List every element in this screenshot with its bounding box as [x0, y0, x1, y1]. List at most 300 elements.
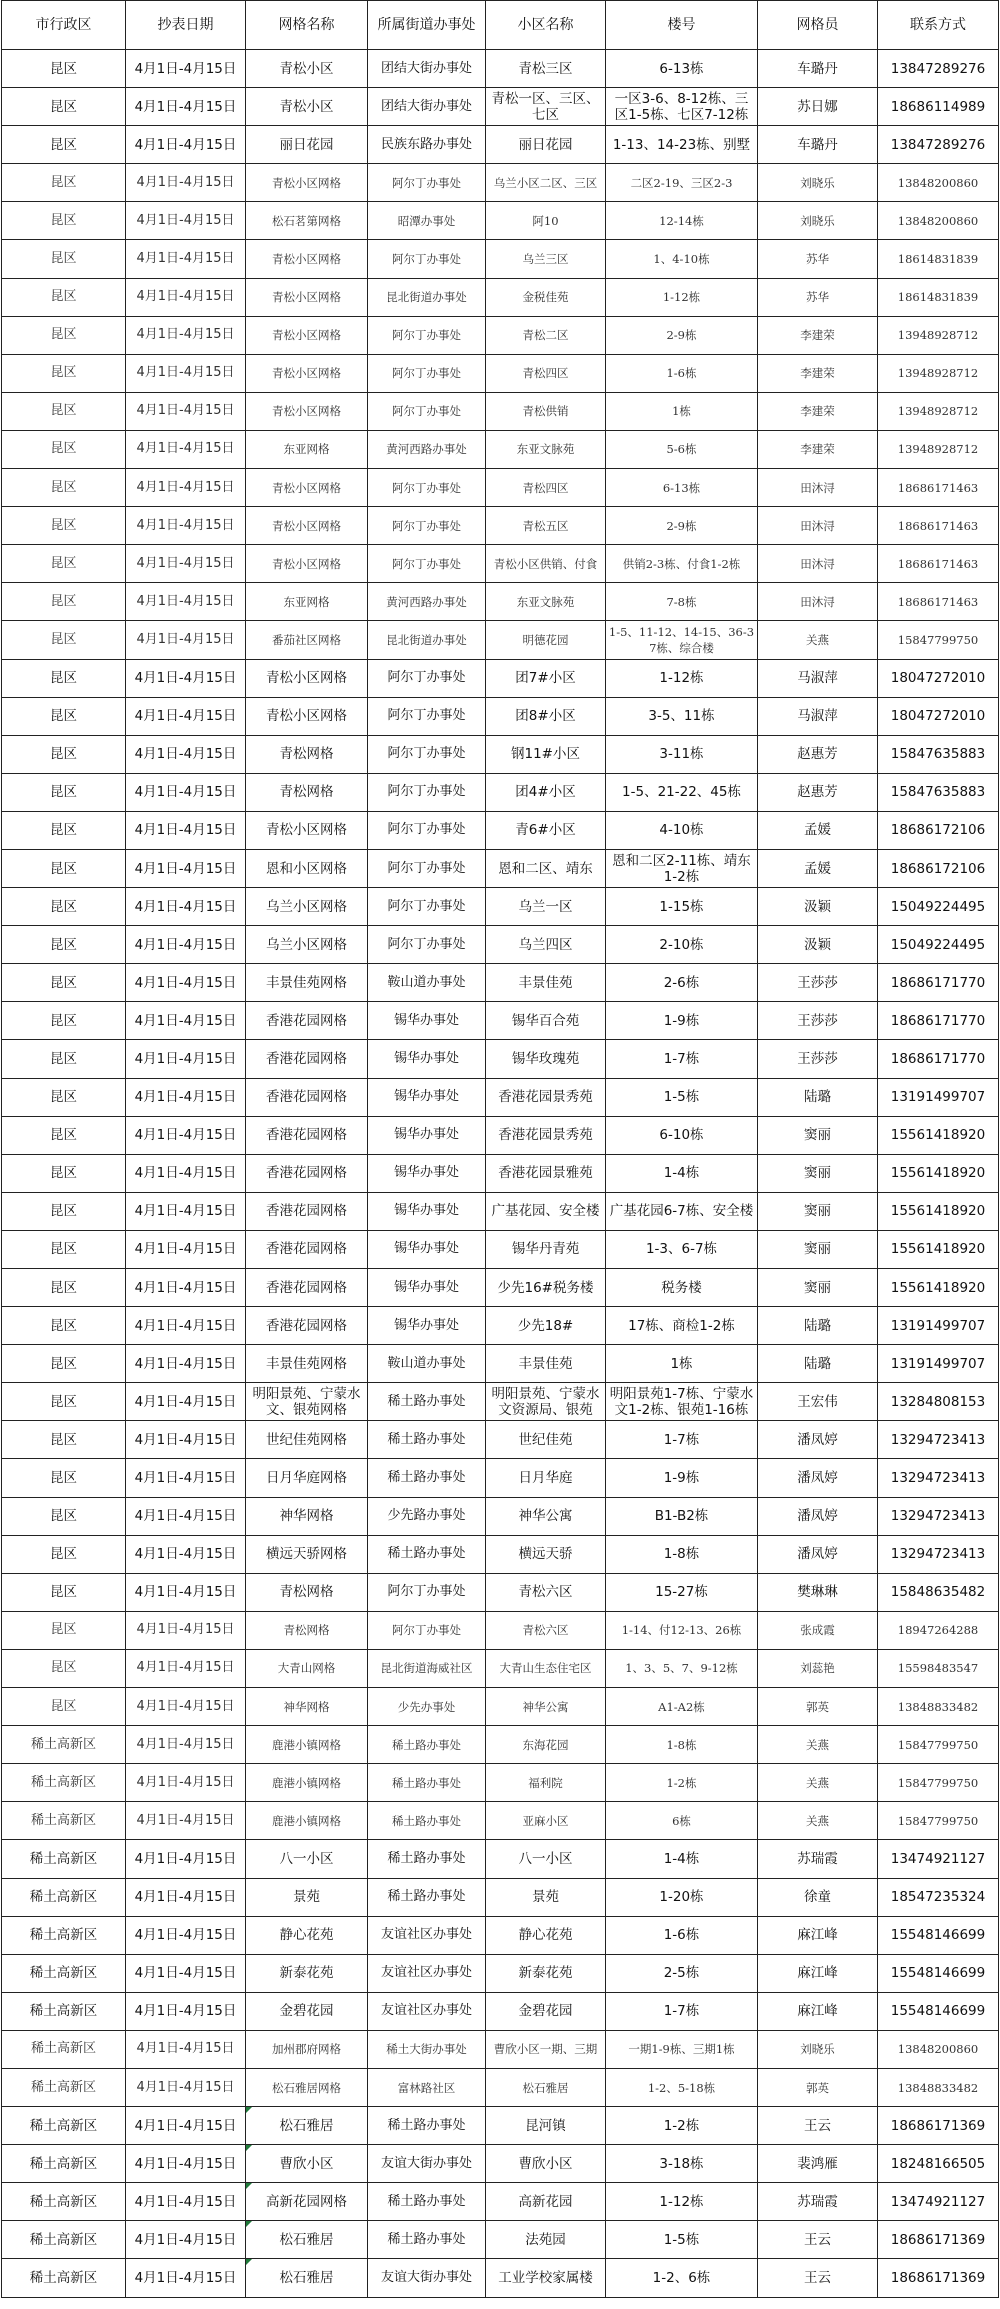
cell-community-name: 八一小区	[486, 1840, 606, 1878]
table-row	[2, 507, 999, 545]
cell-date: 4月1日-4月15日	[126, 926, 246, 964]
cell-building-number: 恩和二区2-11栋、靖东1-2栋	[606, 849, 758, 887]
cell-contact: 15049224495	[878, 888, 999, 926]
cell-grid-worker: 郭英	[758, 1688, 878, 1726]
cell-building-number: 税务楼	[606, 1269, 758, 1307]
table-row	[2, 1954, 999, 1992]
cell-district: 昆区	[2, 1535, 126, 1573]
cell-subdistrict-office: 稀土路办事处	[368, 1840, 486, 1878]
table-row	[2, 1230, 999, 1268]
cell-subdistrict-office: 民族东路办事处	[368, 126, 486, 164]
cell-community-name: 锡华玫瑰苑	[486, 1040, 606, 1078]
cell-date: 4月1日-4月15日	[126, 1192, 246, 1230]
table-row	[2, 1840, 999, 1878]
cell-grid-worker: 马淑萍	[758, 697, 878, 735]
cell-grid-name: 青松小区网格	[246, 354, 368, 392]
cell-subdistrict-office: 友谊社区办事处	[368, 1954, 486, 1992]
cell-grid-name: 香港花园网格	[246, 1192, 368, 1230]
cell-contact: 18614831839	[878, 278, 999, 316]
table-row	[2, 2068, 999, 2106]
table-row	[2, 2145, 999, 2183]
table-row	[2, 2030, 999, 2068]
cell-subdistrict-office: 稀土路办事处	[368, 1802, 486, 1840]
cell-subdistrict-office: 阿尔丁办事处	[368, 507, 486, 545]
cell-contact: 13948928712	[878, 392, 999, 430]
cell-contact: 18947264288	[878, 1611, 999, 1649]
cell-contact: 13191499707	[878, 1078, 999, 1116]
cell-grid-name: 东亚网格	[246, 583, 368, 621]
cell-subdistrict-office: 友谊社区办事处	[368, 1916, 486, 1954]
cell-community-name: 乌兰一区	[486, 888, 606, 926]
cell-district: 稀土高新区	[2, 2030, 126, 2068]
cell-grid-worker: 潘凤婷	[758, 1459, 878, 1497]
cell-community-name: 青松六区	[486, 1611, 606, 1649]
cell-community-name: 丽日花园	[486, 126, 606, 164]
cell-building-number: 6-13栋	[606, 469, 758, 507]
cell-subdistrict-office: 友谊大街办事处	[368, 2145, 486, 2183]
cell-contact: 18686171770	[878, 964, 999, 1002]
cell-grid-worker: 田沐浔	[758, 583, 878, 621]
cell-subdistrict-office: 阿尔丁办事处	[368, 164, 486, 202]
cell-community-name: 青松四区	[486, 469, 606, 507]
cell-district: 昆区	[2, 50, 126, 88]
cell-community-name: 亚麻小区	[486, 1802, 606, 1840]
cell-building-number: 3-5、11栋	[606, 697, 758, 735]
cell-contact: 15548146699	[878, 1954, 999, 1992]
cell-district: 昆区	[2, 1269, 126, 1307]
cell-building-number: 明阳景苑1-7栋、宁蒙水文1-2栋、银苑1-16栋	[606, 1383, 758, 1421]
cell-community-name: 阿10	[486, 202, 606, 240]
cell-grid-name: 香港花园网格	[246, 1040, 368, 1078]
cell-building-number: 1-7栋	[606, 1421, 758, 1459]
cell-grid-name: 丽日花园	[246, 126, 368, 164]
cell-community-name: 香港花园景雅苑	[486, 1154, 606, 1192]
cell-subdistrict-office: 阿尔丁办事处	[368, 469, 486, 507]
cell-grid-worker: 李建荣	[758, 430, 878, 468]
cell-community-name: 曹欣小区一期、三期	[486, 2030, 606, 2068]
cell-district: 昆区	[2, 316, 126, 354]
cell-district: 昆区	[2, 1154, 126, 1192]
cell-grid-name: 青松小区网格	[246, 659, 368, 697]
cell-subdistrict-office: 昆北街道海威社区	[368, 1649, 486, 1687]
cell-building-number: 1-8栋	[606, 1726, 758, 1764]
table-row	[2, 1916, 999, 1954]
cell-building-number: 6栋	[606, 1802, 758, 1840]
cell-grid-worker: 潘凤婷	[758, 1535, 878, 1573]
cell-date: 4月1日-4月15日	[126, 126, 246, 164]
cell-subdistrict-office: 鞍山道办事处	[368, 1345, 486, 1383]
cell-contact: 15049224495	[878, 926, 999, 964]
cell-building-number: 1-5栋	[606, 1078, 758, 1116]
cell-date: 4月1日-4月15日	[126, 1459, 246, 1497]
cell-district: 昆区	[2, 1307, 126, 1345]
table-row	[2, 1611, 999, 1649]
cell-contact: 13948928712	[878, 316, 999, 354]
cell-community-name: 香港花园景秀苑	[486, 1116, 606, 1154]
cell-subdistrict-office: 阿尔丁办事处	[368, 1611, 486, 1649]
cell-community-name: 青松一区、三区、七区	[486, 88, 606, 126]
table-row	[2, 88, 999, 126]
cell-subdistrict-office: 鞍山道办事处	[368, 964, 486, 1002]
cell-grid-worker: 樊琳琳	[758, 1573, 878, 1611]
cell-grid-worker: 李建荣	[758, 392, 878, 430]
cell-district: 昆区	[2, 1421, 126, 1459]
cell-subdistrict-office: 少先办事处	[368, 1688, 486, 1726]
cell-building-number: 1栋	[606, 392, 758, 430]
cell-district: 昆区	[2, 773, 126, 811]
cell-contact: 15847799750	[878, 1726, 999, 1764]
cell-district: 昆区	[2, 1345, 126, 1383]
cell-subdistrict-office: 昆北街道办事处	[368, 278, 486, 316]
cell-district: 昆区	[2, 88, 126, 126]
cell-grid-worker: 王宏伟	[758, 1383, 878, 1421]
cell-subdistrict-office: 阿尔丁办事处	[368, 659, 486, 697]
cell-district: 昆区	[2, 811, 126, 849]
cell-community-name: 世纪佳苑	[486, 1421, 606, 1459]
cell-contact: 15847635883	[878, 773, 999, 811]
cell-subdistrict-office: 昭潭办事处	[368, 202, 486, 240]
cell-grid-worker: 李建荣	[758, 354, 878, 392]
cell-grid-worker: 田沐浔	[758, 507, 878, 545]
cell-date: 4月1日-4月15日	[126, 1307, 246, 1345]
cell-district: 昆区	[2, 1002, 126, 1040]
cell-contact: 18614831839	[878, 240, 999, 278]
cell-date: 4月1日-4月15日	[126, 1954, 246, 1992]
cell-district: 昆区	[2, 1383, 126, 1421]
cell-building-number: 1-6栋	[606, 354, 758, 392]
table-row	[2, 1307, 999, 1345]
cell-grid-worker: 麻江峰	[758, 1954, 878, 1992]
cell-district: 昆区	[2, 164, 126, 202]
cell-subdistrict-office: 阿尔丁办事处	[368, 392, 486, 430]
cell-contact: 18686171369	[878, 2221, 999, 2259]
header-community-name: 小区名称	[486, 1, 606, 50]
table-row	[2, 1878, 999, 1916]
cell-grid-name: 青松小区网格	[246, 507, 368, 545]
cell-district: 昆区	[2, 430, 126, 468]
cell-district: 昆区	[2, 1192, 126, 1230]
cell-subdistrict-office: 锡华办事处	[368, 1154, 486, 1192]
cell-grid-name: 青松网格	[246, 1573, 368, 1611]
header-row	[2, 1, 999, 50]
cell-subdistrict-office: 稀土路办事处	[368, 1421, 486, 1459]
table-row	[2, 583, 999, 621]
cell-grid-worker: 孟媛	[758, 849, 878, 887]
table-row	[2, 811, 999, 849]
cell-community-name: 昆河镇	[486, 2107, 606, 2145]
cell-community-name: 景苑	[486, 1878, 606, 1916]
cell-community-name: 香港花园景秀苑	[486, 1078, 606, 1116]
cell-subdistrict-office: 阿尔丁办事处	[368, 316, 486, 354]
cell-building-number: 一期1-9栋、三期1栋	[606, 2030, 758, 2068]
cell-date: 4月1日-4月15日	[126, 1154, 246, 1192]
cell-date: 4月1日-4月15日	[126, 1878, 246, 1916]
cell-building-number: 1-8栋	[606, 1535, 758, 1573]
cell-grid-worker: 苏日娜	[758, 88, 878, 126]
cell-district: 昆区	[2, 1611, 126, 1649]
cell-subdistrict-office: 阿尔丁办事处	[368, 240, 486, 278]
cell-community-name: 青6#小区	[486, 811, 606, 849]
cell-district: 昆区	[2, 240, 126, 278]
cell-grid-name: 曹欣小区	[246, 2145, 368, 2183]
table-row	[2, 1573, 999, 1611]
cell-grid-name: 松石雅居	[246, 2221, 368, 2259]
table-row	[2, 1383, 999, 1421]
cell-building-number: 17栋、商检1-2栋	[606, 1307, 758, 1345]
cell-grid-name: 香港花园网格	[246, 1230, 368, 1268]
cell-grid-worker: 潘凤婷	[758, 1421, 878, 1459]
header-building-number: 楼号	[606, 1, 758, 50]
cell-date: 4月1日-4月15日	[126, 773, 246, 811]
cell-building-number: 4-10栋	[606, 811, 758, 849]
cell-date: 4月1日-4月15日	[126, 2068, 246, 2106]
cell-community-name: 法苑园	[486, 2221, 606, 2259]
cell-community-name: 团4#小区	[486, 773, 606, 811]
cell-grid-name: 鹿港小镇网格	[246, 1764, 368, 1802]
cell-contact: 18686171463	[878, 583, 999, 621]
cell-grid-name: 松石雅居	[246, 2259, 368, 2297]
cell-grid-worker: 陆璐	[758, 1307, 878, 1345]
cell-date: 4月1日-4月15日	[126, 811, 246, 849]
cell-date: 4月1日-4月15日	[126, 888, 246, 926]
cell-subdistrict-office: 黄河西路办事处	[368, 430, 486, 468]
cell-grid-worker: 窦丽	[758, 1269, 878, 1307]
cell-subdistrict-office: 黄河西路办事处	[368, 583, 486, 621]
cell-building-number: 2-5栋	[606, 1954, 758, 1992]
table-row	[2, 278, 999, 316]
table-row	[2, 888, 999, 926]
cell-grid-worker: 苏瑞霞	[758, 2183, 878, 2221]
cell-grid-worker: 窦丽	[758, 1154, 878, 1192]
cell-grid-name: 大青山网格	[246, 1649, 368, 1687]
table-row	[2, 1802, 999, 1840]
cell-grid-name: 恩和小区网格	[246, 849, 368, 887]
cell-date: 4月1日-4月15日	[126, 545, 246, 583]
cell-grid-worker: 苏瑞霞	[758, 1840, 878, 1878]
cell-contact: 15848635482	[878, 1573, 999, 1611]
cell-subdistrict-office: 少先路办事处	[368, 1497, 486, 1535]
cell-district: 稀土高新区	[2, 1916, 126, 1954]
table-row	[2, 126, 999, 164]
cell-building-number: 二区2-19、三区2-3	[606, 164, 758, 202]
cell-grid-name: 青松小区网格	[246, 811, 368, 849]
cell-grid-worker: 关燕	[758, 621, 878, 659]
cell-contact: 18547235324	[878, 1878, 999, 1916]
cell-subdistrict-office: 锡华办事处	[368, 1269, 486, 1307]
cell-subdistrict-office: 阿尔丁办事处	[368, 1573, 486, 1611]
header-grid-name: 网格名称	[246, 1, 368, 50]
cell-grid-worker: 田沐浔	[758, 469, 878, 507]
cell-grid-worker: 王莎莎	[758, 964, 878, 1002]
cell-community-name: 东海花园	[486, 1726, 606, 1764]
cell-grid-name: 乌兰小区网格	[246, 926, 368, 964]
table-row	[2, 354, 999, 392]
cell-subdistrict-office: 稀土路办事处	[368, 1726, 486, 1764]
cell-district: 稀土高新区	[2, 1992, 126, 2030]
cell-building-number: 供销2-3栋、付食1-2栋	[606, 545, 758, 583]
cell-grid-worker: 裴鸿雁	[758, 2145, 878, 2183]
table-row	[2, 1192, 999, 1230]
cell-community-name: 乌兰四区	[486, 926, 606, 964]
cell-district: 昆区	[2, 1459, 126, 1497]
cell-date: 4月1日-4月15日	[126, 1078, 246, 1116]
table-row	[2, 545, 999, 583]
cell-contact: 13294723413	[878, 1459, 999, 1497]
cell-community-name: 丰景佳苑	[486, 964, 606, 1002]
cell-subdistrict-office: 稀土路办事处	[368, 1535, 486, 1573]
cell-date: 4月1日-4月15日	[126, 2030, 246, 2068]
cell-contact: 18686171369	[878, 2107, 999, 2145]
cell-grid-worker: 关燕	[758, 1764, 878, 1802]
cell-community-name: 青松二区	[486, 316, 606, 354]
cell-community-name: 静心花苑	[486, 1916, 606, 1954]
cell-subdistrict-office: 友谊社区办事处	[368, 1992, 486, 2030]
cell-building-number: 一区3-6、8-12栋、三区1-5栋、七区7-12栋	[606, 88, 758, 126]
cell-subdistrict-office: 阿尔丁办事处	[368, 354, 486, 392]
cell-grid-name: 明阳景苑、宁蒙水文、银苑网格	[246, 1383, 368, 1421]
cell-date: 4月1日-4月15日	[126, 316, 246, 354]
cell-grid-worker: 关燕	[758, 1802, 878, 1840]
cell-community-name: 青松五区	[486, 507, 606, 545]
cell-date: 4月1日-4月15日	[126, 164, 246, 202]
cell-contact: 13948928712	[878, 354, 999, 392]
cell-community-name: 团7#小区	[486, 659, 606, 697]
cell-building-number: 1-6栋	[606, 1916, 758, 1954]
cell-district: 稀土高新区	[2, 2259, 126, 2297]
cell-grid-worker: 王莎莎	[758, 1002, 878, 1040]
cell-building-number: 5-6栋	[606, 430, 758, 468]
cell-grid-worker: 窦丽	[758, 1116, 878, 1154]
cell-community-name: 工业学校家属楼	[486, 2259, 606, 2297]
cell-date: 4月1日-4月15日	[126, 1040, 246, 1078]
cell-grid-name: 横远天骄网格	[246, 1535, 368, 1573]
cell-date: 4月1日-4月15日	[126, 202, 246, 240]
cell-subdistrict-office: 锡华办事处	[368, 1307, 486, 1345]
table-row	[2, 316, 999, 354]
cell-grid-worker: 王云	[758, 2107, 878, 2145]
cell-grid-worker: 张成霞	[758, 1611, 878, 1649]
cell-date: 4月1日-4月15日	[126, 1802, 246, 1840]
cell-contact: 13847289276	[878, 50, 999, 88]
cell-subdistrict-office: 阿尔丁办事处	[368, 849, 486, 887]
cell-building-number: 1-2、6栋	[606, 2259, 758, 2297]
cell-community-name: 乌兰三区	[486, 240, 606, 278]
cell-grid-name: 青松小区网格	[246, 164, 368, 202]
cell-subdistrict-office: 稀土路办事处	[368, 1764, 486, 1802]
cell-grid-worker: 陆璐	[758, 1078, 878, 1116]
cell-district: 昆区	[2, 354, 126, 392]
cell-subdistrict-office: 锡华办事处	[368, 1002, 486, 1040]
cell-district: 昆区	[2, 1688, 126, 1726]
cell-date: 4月1日-4月15日	[126, 1345, 246, 1383]
cell-contact: 13284808153	[878, 1383, 999, 1421]
cell-community-name: 横远天骄	[486, 1535, 606, 1573]
cell-date: 4月1日-4月15日	[126, 1764, 246, 1802]
cell-date: 4月1日-4月15日	[126, 1611, 246, 1649]
table-row	[2, 1649, 999, 1687]
cell-contact: 13191499707	[878, 1345, 999, 1383]
cell-subdistrict-office: 阿尔丁办事处	[368, 888, 486, 926]
cell-community-name: 新泰花苑	[486, 1954, 606, 1992]
cell-building-number: 12-14栋	[606, 202, 758, 240]
cell-date: 4月1日-4月15日	[126, 735, 246, 773]
cell-grid-worker: 麻江峰	[758, 1916, 878, 1954]
cell-district: 稀土高新区	[2, 1764, 126, 1802]
cell-subdistrict-office: 阿尔丁办事处	[368, 545, 486, 583]
cell-district: 昆区	[2, 1078, 126, 1116]
cell-district: 稀土高新区	[2, 2183, 126, 2221]
table-row	[2, 1992, 999, 2030]
table-row	[2, 1116, 999, 1154]
cell-date: 4月1日-4月15日	[126, 430, 246, 468]
cell-date: 4月1日-4月15日	[126, 1688, 246, 1726]
cell-community-name: 明德花园	[486, 621, 606, 659]
cell-contact: 13191499707	[878, 1307, 999, 1345]
cell-date: 4月1日-4月15日	[126, 659, 246, 697]
cell-contact: 13294723413	[878, 1421, 999, 1459]
cell-grid-worker: 潘凤婷	[758, 1497, 878, 1535]
table-row	[2, 202, 999, 240]
cell-grid-worker: 苏华	[758, 278, 878, 316]
cell-date: 4月1日-4月15日	[126, 50, 246, 88]
table-row	[2, 1345, 999, 1383]
table-row	[2, 1497, 999, 1535]
cell-district: 昆区	[2, 1649, 126, 1687]
cell-contact: 15561418920	[878, 1230, 999, 1268]
cell-grid-name: 金碧花园	[246, 1992, 368, 2030]
cell-grid-name: 加州郡府网格	[246, 2030, 368, 2068]
cell-building-number: 1-12栋	[606, 278, 758, 316]
cell-grid-name: 青松网格	[246, 773, 368, 811]
cell-grid-worker: 刘晓乐	[758, 202, 878, 240]
table-row	[2, 1421, 999, 1459]
cell-contact: 13294723413	[878, 1497, 999, 1535]
cell-community-name: 神华公寓	[486, 1688, 606, 1726]
cell-contact: 15548146699	[878, 1916, 999, 1954]
cell-community-name: 锡华丹青苑	[486, 1230, 606, 1268]
cell-community-name: 福利院	[486, 1764, 606, 1802]
cell-district: 昆区	[2, 735, 126, 773]
cell-contact: 15561418920	[878, 1269, 999, 1307]
cell-date: 4月1日-4月15日	[126, 2107, 246, 2145]
table-row	[2, 392, 999, 430]
header-contact: 联系方式	[878, 1, 999, 50]
cell-contact: 15561418920	[878, 1154, 999, 1192]
cell-district: 昆区	[2, 621, 126, 659]
cell-building-number: B1-B2栋	[606, 1497, 758, 1535]
cell-district: 昆区	[2, 964, 126, 1002]
table-row	[2, 1078, 999, 1116]
cell-contact: 15561418920	[878, 1116, 999, 1154]
cell-district: 昆区	[2, 888, 126, 926]
cell-subdistrict-office: 锡华办事处	[368, 1192, 486, 1230]
header-grid-worker: 网格员	[758, 1, 878, 50]
table-row	[2, 164, 999, 202]
cell-grid-name: 静心花苑	[246, 1916, 368, 1954]
cell-grid-worker: 窦丽	[758, 1230, 878, 1268]
cell-grid-name: 鹿港小镇网格	[246, 1726, 368, 1764]
cell-contact: 13294723413	[878, 1535, 999, 1573]
cell-grid-worker: 刘蕊艳	[758, 1649, 878, 1687]
cell-subdistrict-office: 稀土路办事处	[368, 2107, 486, 2145]
table-row	[2, 430, 999, 468]
cell-date: 4月1日-4月15日	[126, 697, 246, 735]
cell-grid-name: 青松小区网格	[246, 392, 368, 430]
cell-community-name: 东亚文脉苑	[486, 583, 606, 621]
cell-contact: 18686114989	[878, 88, 999, 126]
cell-subdistrict-office: 阿尔丁办事处	[368, 773, 486, 811]
table-row	[2, 2259, 999, 2297]
